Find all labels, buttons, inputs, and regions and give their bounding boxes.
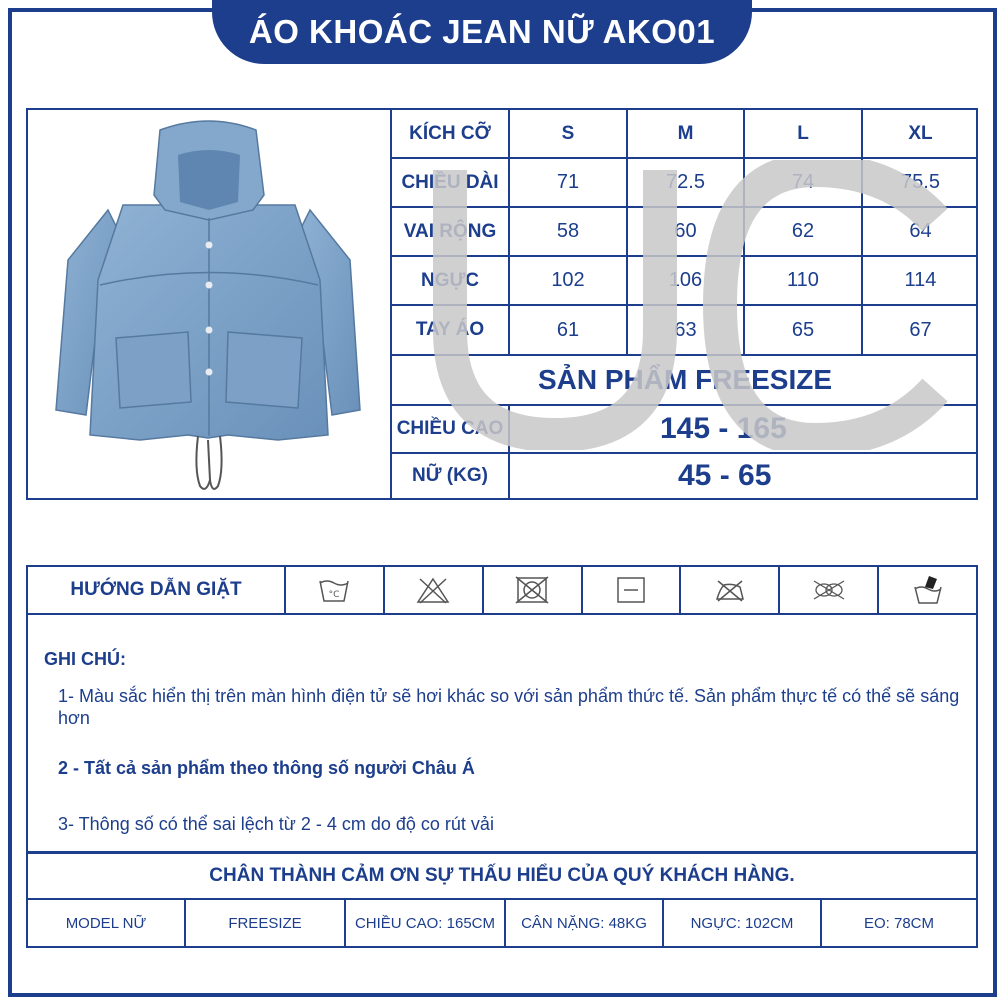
note-item: 2 - Tất cả sản phẩm theo thông số người Châu Á (58, 758, 475, 778)
size-s: S (561, 122, 575, 144)
wash-30-icon (317, 575, 351, 605)
model-height: CHIỀU CAO: 165CM (346, 900, 506, 946)
model-weight: CÂN NẶNG: 48KG (506, 900, 664, 946)
note-item: 1- Màu sắc hiển thị trên màn hình điện tử sẽ hơi khác so với sản phẩm thức tế. Sản phẩm thực tế có thể sẽ sáng hơn (58, 686, 960, 728)
no-bleach-icon (415, 575, 451, 605)
table-cell: 67 (909, 318, 932, 341)
table-cell: 64 (909, 220, 932, 242)
weight-label: NỮ (KG) (412, 465, 488, 486)
model-chest: NGỰC: 102CM (664, 900, 822, 946)
table-cell: 58 (556, 220, 580, 242)
row-label-chest: NGỰC (421, 269, 479, 291)
notes-title: GHI CHÚ: (44, 649, 126, 669)
table-cell: 74 (791, 171, 815, 193)
model-waist: EO: 78CM (863, 914, 935, 932)
table-cell: 65 (791, 318, 815, 341)
model-info-row (26, 900, 978, 948)
table-cell: 60 (674, 220, 697, 242)
no-iron-icon (712, 575, 748, 605)
wash-label: HƯỚNG DẪN GIẶT (28, 567, 286, 613)
weight-value: 45 - 65 (678, 459, 772, 492)
dry-flat-icon (614, 575, 648, 605)
note-item: 3- Thông số có thể sai lệch từ 2 - 4 cm do độ co rút vải (58, 814, 494, 834)
table-cell: 63 (674, 318, 697, 341)
table-cell: 102 (551, 269, 585, 291)
denim-jacket-icon (28, 110, 390, 498)
thanks-message: CHÂN THÀNH CẢM ƠN SỰ THẤU HIỂU CỦA QUÝ KHÁCH HÀNG. (26, 852, 978, 900)
no-tumble-dry-icon (514, 575, 550, 605)
title-banner (212, 0, 752, 64)
svg-text:°C: °C (329, 590, 340, 600)
table-cell: 71 (556, 171, 580, 193)
height-label: CHIỀU CAO (396, 418, 504, 439)
table-cell: 110 (787, 269, 819, 291)
no-dry-clean-icon (810, 575, 848, 605)
notes-section (26, 613, 978, 853)
size-l: L (797, 122, 809, 144)
size-header-label: KÍCH CỠ (409, 122, 491, 144)
hand-wash-icon (911, 573, 945, 607)
wash-guide (26, 565, 978, 615)
table-cell: 72.5 (666, 171, 705, 193)
table-cell: 61 (556, 318, 580, 341)
product-photo (28, 110, 392, 498)
size-m: M (677, 122, 694, 144)
row-label-length: CHIỀU DÀI (401, 171, 499, 193)
size-xl: XL (908, 122, 933, 144)
table-cell: 75.5 (901, 171, 940, 193)
table-cell: 62 (791, 220, 815, 242)
freesize-title: SẢN PHẨM FREESIZE (537, 364, 833, 395)
height-value: 145 - 165 (660, 412, 787, 445)
table-cell: 106 (668, 269, 703, 291)
model-label: MODEL NỮ (28, 900, 186, 946)
page-title: ÁO KHOÁC JEAN NỮ AKO01 (248, 13, 716, 50)
size-table (26, 108, 978, 500)
model-size: FREESIZE (186, 900, 346, 946)
row-label-shoulder: VAI RỘNG (403, 220, 497, 242)
table-cell: 114 (904, 269, 937, 291)
row-label-sleeve: TAY ÁO (415, 319, 485, 340)
